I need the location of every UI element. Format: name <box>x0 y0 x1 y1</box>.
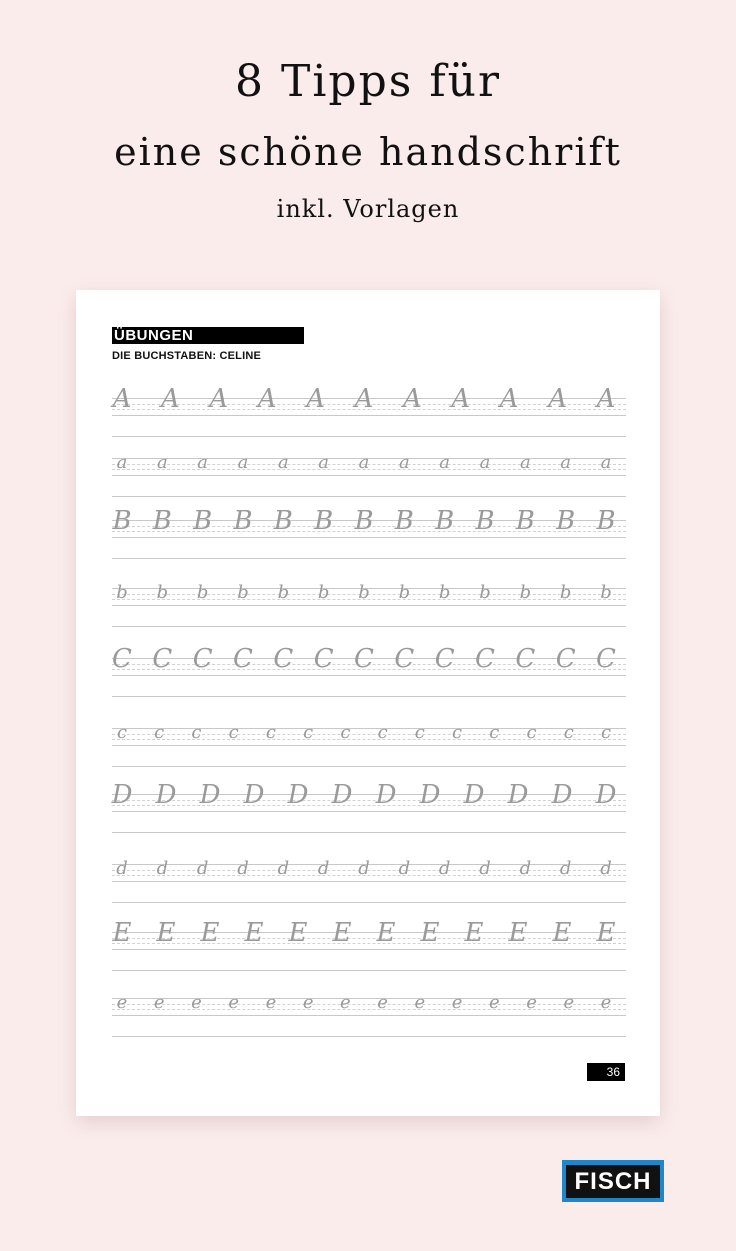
practice-glyph: d <box>600 858 612 879</box>
practice-glyph: a <box>277 452 289 473</box>
guide-line <box>112 832 626 833</box>
guide-line <box>112 496 626 497</box>
practice-glyph: B <box>475 506 495 536</box>
guide-line <box>112 537 626 538</box>
practice-row <box>112 982 626 1044</box>
practice-row <box>112 712 626 774</box>
practice-glyph: c <box>377 722 388 743</box>
guide-line <box>112 436 626 437</box>
practice-glyph: b <box>559 582 572 603</box>
guide-line <box>112 902 626 903</box>
practice-glyph: e <box>600 992 612 1013</box>
guide-line <box>112 766 626 767</box>
practice-glyph: a <box>560 452 572 473</box>
practice-glyph: a <box>358 452 370 473</box>
guide-line <box>112 558 626 559</box>
practice-glyph: B <box>596 506 616 536</box>
practice-glyph: d <box>196 858 209 879</box>
practice-glyph: c <box>340 722 351 743</box>
hero-subtitle: inkl. Vorlagen <box>276 195 460 223</box>
practice-glyph: B <box>273 506 293 536</box>
practice-glyph: d <box>479 858 491 879</box>
practice-glyph: b <box>277 582 290 603</box>
practice-glyph: c <box>563 722 574 743</box>
practice-glyph: C <box>112 644 132 674</box>
practice-glyph: b <box>600 582 612 603</box>
practice-glyph: e <box>116 992 128 1013</box>
practice-glyph: c <box>489 722 500 743</box>
practice-glyph: b <box>116 582 128 603</box>
practice-glyph: e <box>153 992 165 1013</box>
practice-glyph: c <box>228 722 239 743</box>
practice-glyph: E <box>200 918 220 948</box>
practice-glyph: B <box>152 506 172 536</box>
practice-glyph: c <box>600 722 612 743</box>
practice-row <box>112 916 626 978</box>
practice-glyph: E <box>244 918 264 948</box>
guide-line <box>112 675 626 676</box>
practice-glyph: b <box>519 582 532 603</box>
practice-glyph: E <box>288 918 308 948</box>
practice-glyph: D <box>155 780 177 810</box>
worksheet-subtitle: DIE BUCHSTABEN: CELINE <box>112 350 262 362</box>
practice-glyph: a <box>237 452 249 473</box>
practice-glyph: C <box>596 644 616 674</box>
practice-glyph: c <box>414 722 425 743</box>
practice-glyph: A <box>451 384 471 414</box>
practice-row <box>112 778 626 840</box>
practice-glyph: c <box>303 722 314 743</box>
practice-glyph: e <box>340 992 351 1013</box>
practice-glyph: e <box>488 992 500 1013</box>
guide-line <box>112 881 626 882</box>
practice-glyph: A <box>306 384 325 414</box>
guide-line <box>112 949 626 950</box>
practice-glyph: e <box>228 992 240 1013</box>
practice-glyph: a <box>156 452 168 473</box>
practice-glyph: D <box>287 780 309 810</box>
practice-glyph: a <box>439 452 451 473</box>
practice-glyph: A <box>257 384 277 414</box>
practice-glyph: D <box>243 780 265 810</box>
practice-glyph: E <box>156 918 176 948</box>
practice-glyph: d <box>559 858 572 879</box>
fisch-logo <box>562 1160 664 1202</box>
practice-glyph: E <box>464 918 484 948</box>
practice-glyph: E <box>332 918 352 948</box>
hero-title-line-2: eine schöne handschrift <box>114 130 622 174</box>
practice-glyph: d <box>277 858 290 879</box>
practice-glyph: b <box>317 582 330 603</box>
guide-line <box>112 605 626 606</box>
practice-glyph: c <box>154 722 165 743</box>
practice-glyph: D <box>595 780 617 810</box>
practice-glyph: B <box>193 506 213 536</box>
practice-glyph: B <box>435 506 455 536</box>
practice-glyph: A <box>548 384 567 414</box>
practice-glyph: b <box>237 582 249 603</box>
practice-glyph: a <box>600 452 612 473</box>
practice-glyph: C <box>394 644 415 674</box>
practice-glyph: c <box>116 722 128 743</box>
practice-glyph: B <box>556 506 576 536</box>
practice-glyph: a <box>197 452 209 473</box>
practice-glyph: A <box>403 384 422 414</box>
practice-glyph: d <box>116 858 128 879</box>
practice-glyph: C <box>434 644 455 674</box>
practice-glyph: D <box>111 780 133 810</box>
practice-glyph: C <box>233 644 253 674</box>
worksheet-page <box>76 290 660 1116</box>
practice-row <box>112 848 626 910</box>
practice-glyph: D <box>463 780 485 810</box>
practice-glyph: B <box>233 506 253 536</box>
practice-glyph: c <box>191 722 202 743</box>
practice-glyph: A <box>596 384 616 414</box>
section-label: ÜBUNGEN <box>112 327 304 344</box>
practice-glyph: E <box>552 918 572 948</box>
practice-glyph: d <box>519 858 532 879</box>
practice-glyph: A <box>354 384 374 414</box>
guide-line <box>112 1036 626 1037</box>
practice-glyph: E <box>596 918 616 948</box>
practice-glyph: E <box>508 918 528 948</box>
practice-row <box>112 504 626 566</box>
practice-glyph: B <box>394 506 414 536</box>
practice-row <box>112 642 626 704</box>
practice-glyph: D <box>375 780 397 810</box>
practice-glyph: a <box>479 452 491 473</box>
practice-glyph: d <box>237 858 249 879</box>
page-number: 36 <box>587 1063 625 1081</box>
practice-glyph: c <box>452 722 463 743</box>
guide-line <box>112 1015 626 1016</box>
practice-glyph: C <box>192 644 213 674</box>
guide-line <box>112 745 626 746</box>
practice-row <box>112 382 626 444</box>
practice-row <box>112 572 626 634</box>
practice-glyph: b <box>358 582 370 603</box>
practice-glyph: D <box>331 780 353 810</box>
practice-glyph: C <box>313 644 334 674</box>
practice-glyph: B <box>314 506 334 536</box>
practice-area <box>112 382 626 1044</box>
practice-glyph: C <box>475 644 495 674</box>
practice-glyph: E <box>376 918 396 948</box>
practice-glyph: A <box>161 384 180 414</box>
practice-glyph: a <box>318 452 330 473</box>
practice-glyph: e <box>563 992 575 1013</box>
logo-text: FISCH <box>566 1165 660 1198</box>
practice-glyph: C <box>273 644 294 674</box>
practice-glyph: e <box>451 992 463 1013</box>
practice-glyph: b <box>438 582 451 603</box>
practice-glyph: D <box>419 780 441 810</box>
practice-glyph: e <box>302 992 314 1013</box>
practice-glyph: e <box>377 992 388 1013</box>
guide-line <box>112 811 626 812</box>
practice-glyph: d <box>317 858 330 879</box>
guide-line <box>112 415 626 416</box>
practice-glyph: d <box>156 858 169 879</box>
practice-glyph: E <box>420 918 440 948</box>
practice-glyph: b <box>196 582 209 603</box>
practice-glyph: C <box>152 644 173 674</box>
guide-line <box>112 475 626 476</box>
practice-glyph: a <box>398 452 410 473</box>
practice-glyph: b <box>156 582 169 603</box>
practice-glyph: d <box>398 858 411 879</box>
practice-glyph: A <box>112 384 132 414</box>
practice-glyph: c <box>526 722 537 743</box>
practice-glyph: A <box>499 384 519 414</box>
practice-glyph: E <box>112 918 132 948</box>
practice-glyph: e <box>526 992 537 1013</box>
practice-glyph: b <box>398 582 411 603</box>
practice-glyph: a <box>116 452 128 473</box>
practice-glyph: C <box>555 644 576 674</box>
practice-glyph: e <box>414 992 426 1013</box>
practice-glyph: D <box>199 780 221 810</box>
practice-glyph: C <box>354 644 374 674</box>
guide-line <box>112 696 626 697</box>
practice-glyph: B <box>515 506 535 536</box>
practice-glyph: b <box>479 582 491 603</box>
practice-glyph: c <box>265 722 276 743</box>
practice-glyph: e <box>191 992 202 1013</box>
practice-glyph: e <box>265 992 277 1013</box>
practice-row <box>112 442 626 504</box>
practice-glyph: d <box>438 858 451 879</box>
guide-line <box>112 626 626 627</box>
practice-glyph: D <box>551 780 573 810</box>
hero-title-line-1: 8 Tipps für <box>235 56 501 107</box>
practice-glyph: B <box>112 506 132 536</box>
practice-glyph: a <box>519 452 531 473</box>
guide-line <box>112 970 626 971</box>
practice-glyph: C <box>515 644 536 674</box>
practice-glyph: D <box>507 780 529 810</box>
practice-glyph: d <box>358 858 370 879</box>
practice-glyph: B <box>354 506 374 536</box>
practice-glyph: A <box>209 384 229 414</box>
